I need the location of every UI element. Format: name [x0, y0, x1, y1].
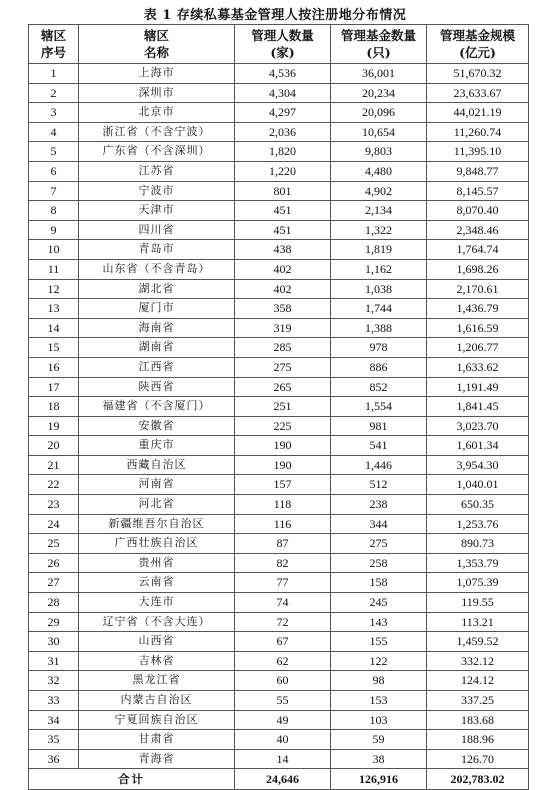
table-row: [29, 181, 529, 201]
cell-scale: 126.70: [427, 749, 529, 769]
cell-scale: 113.21: [427, 612, 529, 632]
cell-scale: 8,145.57: [427, 181, 529, 201]
cell-seq: 27: [29, 573, 79, 593]
cell-scale: 3,954.30: [427, 455, 529, 475]
cell-seq: 34: [29, 710, 79, 730]
cell-funds: 153: [331, 691, 427, 711]
cell-region: 新疆维吾尔自治区: [79, 514, 235, 534]
cell-seq: 28: [29, 593, 79, 613]
total-label: 合计: [29, 769, 235, 790]
table-row: [29, 83, 529, 103]
cell-region: 山东省（不含青岛）: [79, 259, 235, 279]
cell-managers: 438: [235, 240, 331, 260]
cell-seq: 6: [29, 161, 79, 181]
cell-region: 云南省: [79, 573, 235, 593]
cell-scale: 1,436.79: [427, 299, 529, 319]
table-row: [29, 259, 529, 279]
cell-funds: 98: [331, 671, 427, 691]
cell-funds: 1,162: [331, 259, 427, 279]
cell-region: 四川省: [79, 220, 235, 240]
cell-funds: 103: [331, 710, 427, 730]
table-row: [29, 64, 529, 84]
cell-seq: 30: [29, 632, 79, 652]
header-funds: 管理基金数量 (只): [331, 25, 427, 64]
cell-seq: 20: [29, 436, 79, 456]
cell-region: 辽宁省（不含大连）: [79, 612, 235, 632]
cell-managers: 157: [235, 475, 331, 495]
cell-seq: 25: [29, 534, 79, 554]
cell-funds: 9,803: [331, 142, 427, 162]
table-row: [29, 220, 529, 240]
cell-funds: 981: [331, 416, 427, 436]
cell-scale: 1,040.01: [427, 475, 529, 495]
cell-seq: 21: [29, 455, 79, 475]
cell-seq: 3: [29, 103, 79, 123]
cell-managers: 275: [235, 357, 331, 377]
cell-region: 江苏省: [79, 161, 235, 181]
cell-funds: 1,388: [331, 318, 427, 338]
cell-region: 青海省: [79, 749, 235, 769]
cell-scale: 1,206.77: [427, 338, 529, 358]
cell-region: 安徽省: [79, 416, 235, 436]
table-row: [29, 573, 529, 593]
cell-scale: 650.35: [427, 495, 529, 515]
table-row: [29, 475, 529, 495]
cell-funds: 258: [331, 553, 427, 573]
table-row: [29, 593, 529, 613]
cell-funds: 2,134: [331, 201, 427, 221]
cell-funds: 852: [331, 377, 427, 397]
cell-scale: 3,023.70: [427, 416, 529, 436]
cell-seq: 29: [29, 612, 79, 632]
cell-seq: 36: [29, 749, 79, 769]
cell-funds: 978: [331, 338, 427, 358]
cell-scale: 1,698.26: [427, 259, 529, 279]
cell-seq: 26: [29, 553, 79, 573]
table-row: [29, 632, 529, 652]
cell-managers: 319: [235, 318, 331, 338]
cell-funds: 1,038: [331, 279, 427, 299]
total-scale: 202,783.02: [427, 769, 529, 790]
cell-seq: 32: [29, 671, 79, 691]
cell-seq: 33: [29, 691, 79, 711]
cell-managers: 225: [235, 416, 331, 436]
table-row: [29, 240, 529, 260]
cell-region: 大连市: [79, 593, 235, 613]
cell-seq: 22: [29, 475, 79, 495]
cell-seq: 13: [29, 299, 79, 319]
cell-scale: 119.55: [427, 593, 529, 613]
cell-funds: 1,554: [331, 397, 427, 417]
cell-managers: 40: [235, 730, 331, 750]
table-header: [29, 25, 529, 64]
header-managers: 管理人数量 (家): [235, 25, 331, 64]
cell-managers: 82: [235, 553, 331, 573]
cell-scale: 8,070.40: [427, 201, 529, 221]
cell-managers: 285: [235, 338, 331, 358]
cell-managers: 1,220: [235, 161, 331, 181]
cell-managers: 55: [235, 691, 331, 711]
cell-scale: 1,841.45: [427, 397, 529, 417]
table-row: [29, 495, 529, 515]
cell-seq: 8: [29, 201, 79, 221]
table-row: [29, 691, 529, 711]
cell-managers: 72: [235, 612, 331, 632]
table-row: [29, 455, 529, 475]
cell-seq: 1: [29, 64, 79, 84]
cell-funds: 143: [331, 612, 427, 632]
table-row: [29, 122, 529, 142]
cell-seq: 7: [29, 181, 79, 201]
cell-funds: 512: [331, 475, 427, 495]
cell-managers: 402: [235, 279, 331, 299]
cell-scale: 51,670.32: [427, 64, 529, 84]
table-row: [29, 651, 529, 671]
cell-region: 福建省（不含厦门）: [79, 397, 235, 417]
cell-scale: 2,170.61: [427, 279, 529, 299]
cell-region: 陕西省: [79, 377, 235, 397]
table-row: [29, 553, 529, 573]
cell-managers: 1,820: [235, 142, 331, 162]
cell-region: 上海市: [79, 64, 235, 84]
cell-scale: 332.12: [427, 651, 529, 671]
table-row: [29, 103, 529, 123]
cell-seq: 17: [29, 377, 79, 397]
cell-region: 西藏自治区: [79, 455, 235, 475]
header-scale: 管理基金规模 (亿元): [427, 25, 529, 64]
cell-managers: 402: [235, 259, 331, 279]
cell-seq: 5: [29, 142, 79, 162]
header-seq: 辖区 序号: [29, 25, 79, 64]
table-title: 表 1 存续私募基金管理人按注册地分布情况: [143, 8, 407, 23]
cell-managers: 358: [235, 299, 331, 319]
cell-scale: 1,191.49: [427, 377, 529, 397]
cell-managers: 190: [235, 436, 331, 456]
cell-funds: 245: [331, 593, 427, 613]
cell-managers: 265: [235, 377, 331, 397]
cell-scale: 11,260.74: [427, 122, 529, 142]
cell-region: 河南省: [79, 475, 235, 495]
cell-funds: 158: [331, 573, 427, 593]
cell-region: 贵州省: [79, 553, 235, 573]
table-row: [29, 397, 529, 417]
cell-funds: 238: [331, 495, 427, 515]
table-row: [29, 534, 529, 554]
table-row: [29, 671, 529, 691]
cell-region: 深圳市: [79, 83, 235, 103]
cell-scale: 1,459.52: [427, 632, 529, 652]
cell-managers: 62: [235, 651, 331, 671]
cell-scale: 124.12: [427, 671, 529, 691]
cell-region: 江西省: [79, 357, 235, 377]
cell-seq: 35: [29, 730, 79, 750]
cell-region: 海南省: [79, 318, 235, 338]
cell-seq: 19: [29, 416, 79, 436]
cell-funds: 20,234: [331, 83, 427, 103]
cell-seq: 4: [29, 122, 79, 142]
cell-scale: 1,633.62: [427, 357, 529, 377]
cell-managers: 116: [235, 514, 331, 534]
cell-scale: 23,633.67: [427, 83, 529, 103]
cell-region: 厦门市: [79, 299, 235, 319]
cell-seq: 23: [29, 495, 79, 515]
cell-funds: 344: [331, 514, 427, 534]
cell-managers: 4,304: [235, 83, 331, 103]
cell-region: 山西省: [79, 632, 235, 652]
cell-funds: 4,902: [331, 181, 427, 201]
cell-seq: 15: [29, 338, 79, 358]
table-row: [29, 161, 529, 181]
cell-scale: 2,348.46: [427, 220, 529, 240]
cell-funds: 1,322: [331, 220, 427, 240]
cell-region: 重庆市: [79, 436, 235, 456]
cell-region: 内蒙古自治区: [79, 691, 235, 711]
cell-seq: 9: [29, 220, 79, 240]
cell-seq: 12: [29, 279, 79, 299]
table-row: [29, 377, 529, 397]
cell-managers: 4,297: [235, 103, 331, 123]
cell-seq: 18: [29, 397, 79, 417]
distribution-table: [28, 24, 529, 790]
cell-seq: 2: [29, 83, 79, 103]
cell-scale: 11,395.10: [427, 142, 529, 162]
cell-region: 河北省: [79, 495, 235, 515]
cell-region: 宁夏回族自治区: [79, 710, 235, 730]
cell-region: 黑龙江省: [79, 671, 235, 691]
cell-funds: 275: [331, 534, 427, 554]
cell-region: 北京市: [79, 103, 235, 123]
cell-funds: 4,480: [331, 161, 427, 181]
cell-region: 吉林省: [79, 651, 235, 671]
table-footer: [29, 769, 529, 790]
cell-funds: 886: [331, 357, 427, 377]
cell-funds: 155: [331, 632, 427, 652]
cell-scale: 1,353.79: [427, 553, 529, 573]
cell-managers: 14: [235, 749, 331, 769]
cell-scale: 9,848.77: [427, 161, 529, 181]
cell-funds: 1,446: [331, 455, 427, 475]
cell-funds: 122: [331, 651, 427, 671]
table-row: [29, 318, 529, 338]
cell-funds: 59: [331, 730, 427, 750]
table-row: [29, 357, 529, 377]
cell-managers: 801: [235, 181, 331, 201]
table-row: [29, 436, 529, 456]
cell-funds: 20,096: [331, 103, 427, 123]
cell-scale: 188.96: [427, 730, 529, 750]
cell-region: 天津市: [79, 201, 235, 221]
cell-managers: 74: [235, 593, 331, 613]
table-row: [29, 142, 529, 162]
table-row: [29, 338, 529, 358]
cell-seq: 31: [29, 651, 79, 671]
cell-managers: 251: [235, 397, 331, 417]
cell-managers: 2,036: [235, 122, 331, 142]
total-funds: 126,916: [331, 769, 427, 790]
cell-scale: 337.25: [427, 691, 529, 711]
table-row: [29, 730, 529, 750]
table-row: [29, 416, 529, 436]
cell-funds: 38: [331, 749, 427, 769]
cell-seq: 24: [29, 514, 79, 534]
table-row: [29, 749, 529, 769]
cell-managers: 451: [235, 220, 331, 240]
table-row: [29, 514, 529, 534]
cell-region: 广东省（不含深圳）: [79, 142, 235, 162]
cell-scale: 1,616.59: [427, 318, 529, 338]
cell-scale: 1,601.34: [427, 436, 529, 456]
cell-region: 浙江省（不含宁波）: [79, 122, 235, 142]
table-row: [29, 201, 529, 221]
cell-managers: 77: [235, 573, 331, 593]
cell-managers: 87: [235, 534, 331, 554]
total-managers: 24,646: [235, 769, 331, 790]
cell-funds: 1,744: [331, 299, 427, 319]
table-body: [29, 64, 529, 769]
table-row: [29, 612, 529, 632]
cell-scale: 183.68: [427, 710, 529, 730]
cell-region: 湖南省: [79, 338, 235, 358]
table-row: [29, 279, 529, 299]
total-row: [29, 769, 529, 790]
cell-managers: 451: [235, 201, 331, 221]
cell-scale: 1,075.39: [427, 573, 529, 593]
cell-seq: 11: [29, 259, 79, 279]
cell-managers: 118: [235, 495, 331, 515]
cell-managers: 4,536: [235, 64, 331, 84]
cell-managers: 190: [235, 455, 331, 475]
cell-seq: 16: [29, 357, 79, 377]
cell-managers: 49: [235, 710, 331, 730]
cell-region: 广西壮族自治区: [79, 534, 235, 554]
cell-region: 宁波市: [79, 181, 235, 201]
cell-scale: 1,253.76: [427, 514, 529, 534]
table-row: [29, 299, 529, 319]
cell-funds: 1,819: [331, 240, 427, 260]
cell-scale: 1,764.74: [427, 240, 529, 260]
cell-funds: 541: [331, 436, 427, 456]
cell-managers: 60: [235, 671, 331, 691]
cell-funds: 36,001: [331, 64, 427, 84]
cell-region: 青岛市: [79, 240, 235, 260]
cell-scale: 44,021.19: [427, 103, 529, 123]
cell-seq: 10: [29, 240, 79, 260]
cell-scale: 890.73: [427, 534, 529, 554]
cell-region: 甘肃省: [79, 730, 235, 750]
cell-funds: 10,654: [331, 122, 427, 142]
cell-managers: 67: [235, 632, 331, 652]
cell-seq: 14: [29, 318, 79, 338]
header-region: 辖区 名称: [79, 25, 235, 64]
table-row: [29, 710, 529, 730]
cell-region: 湖北省: [79, 279, 235, 299]
